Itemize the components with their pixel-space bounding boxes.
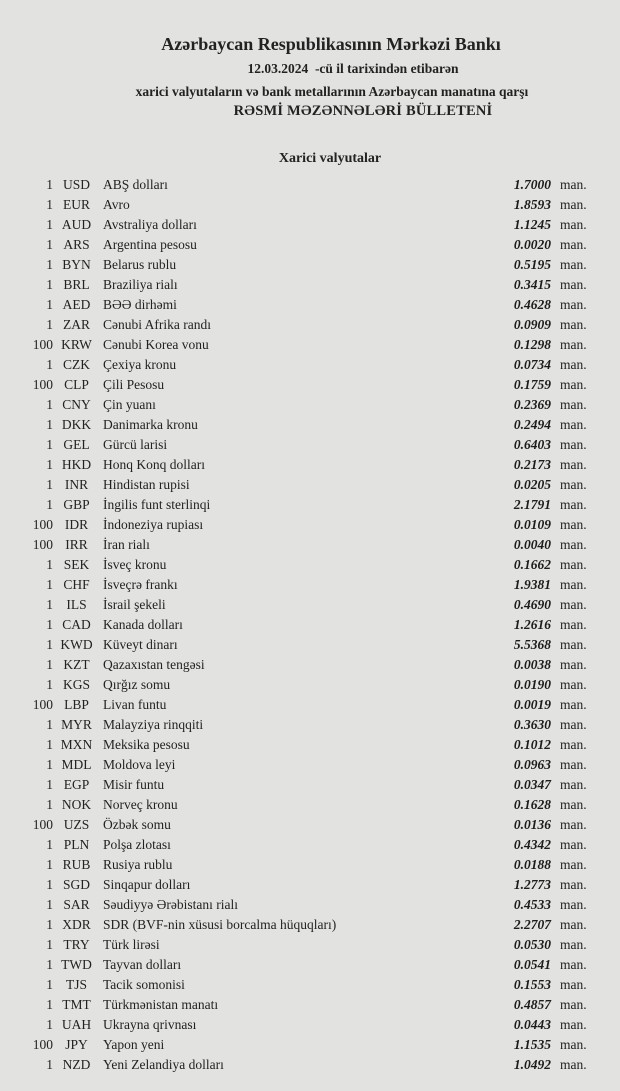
row-rate-value: 0.0188	[513, 857, 551, 872]
table-row	[0, 975, 620, 995]
row-rate-value: 0.5195	[513, 257, 551, 272]
row-rate-value: 0.0205	[513, 477, 551, 492]
row-currency-name: Çili Pesosu	[103, 377, 165, 392]
row-quantity: 1	[46, 797, 53, 812]
row-quantity: 100	[32, 697, 53, 712]
row-rate-value: 0.1012	[513, 737, 551, 752]
row-currency-name: SDR (BVF-nin xüsusi borcalma hüquqları)	[103, 917, 337, 932]
row-rate-value: 0.0530	[513, 937, 551, 952]
row-currency-code: ILS	[66, 597, 87, 612]
row-rate-value: 0.1662	[513, 557, 551, 572]
row-rate-value: 2.2707	[513, 917, 551, 932]
row-unit-label: man.	[560, 317, 587, 332]
row-unit-label: man.	[560, 757, 587, 772]
row-rate-value: 0.0040	[513, 537, 551, 552]
row-currency-code: NOK	[61, 797, 92, 812]
row-rate-value: 1.0492	[513, 1057, 551, 1072]
row-rate-value: 0.3415	[513, 277, 551, 292]
row-currency-name: Yeni Zelandiya dolları	[103, 1057, 224, 1072]
row-quantity: 1	[46, 477, 53, 492]
row-quantity: 1	[46, 717, 53, 732]
row-currency-name: Danimarka kronu	[103, 417, 198, 432]
row-currency-code: USD	[62, 177, 90, 192]
row-quantity: 100	[32, 517, 53, 532]
row-quantity: 1	[46, 657, 53, 672]
row-unit-label: man.	[560, 237, 587, 252]
row-unit-label: man.	[560, 177, 587, 192]
row-currency-name: İsveç kronu	[103, 557, 167, 572]
row-unit-label: man.	[560, 997, 587, 1012]
row-rate-value: 1.7000	[513, 177, 551, 192]
row-currency-code: ARS	[63, 237, 90, 252]
row-currency-name: Özbək somu	[103, 817, 171, 832]
row-rate-value: 0.0443	[513, 1017, 551, 1032]
row-currency-code: KGS	[62, 677, 90, 692]
row-currency-name: Rusiya rublu	[103, 857, 173, 872]
row-unit-label: man.	[560, 917, 587, 932]
row-unit-label: man.	[560, 777, 587, 792]
table-row	[0, 1055, 620, 1075]
row-currency-name: İndoneziya rupiası	[103, 517, 204, 532]
bulletin-title: RƏSMİ MƏZƏNNƏLƏRİ BÜLLETENİ	[233, 103, 493, 119]
row-currency-code: BYN	[62, 257, 91, 272]
row-currency-code: UAH	[61, 1017, 92, 1032]
row-quantity: 100	[32, 817, 53, 832]
row-unit-label: man.	[560, 1037, 587, 1052]
row-currency-name: Braziliya rialı	[103, 277, 178, 292]
table-row	[0, 475, 620, 495]
row-currency-name: Kanada dolları	[103, 617, 183, 632]
row-unit-label: man.	[560, 197, 587, 212]
table-row	[0, 515, 620, 535]
table-row	[0, 335, 620, 355]
row-currency-code: LBP	[64, 697, 89, 712]
row-quantity: 100	[32, 537, 53, 552]
row-currency-name: Livan funtu	[103, 697, 167, 712]
row-rate-value: 0.0020	[513, 237, 551, 252]
row-rate-value: 0.4342	[513, 837, 551, 852]
row-currency-code: RUB	[62, 857, 91, 872]
row-quantity: 1	[46, 457, 53, 472]
row-currency-code: MDL	[61, 757, 92, 772]
row-rate-value: 0.3630	[513, 717, 551, 732]
table-row	[0, 815, 620, 835]
row-unit-label: man.	[560, 1017, 587, 1032]
row-quantity: 100	[32, 377, 53, 392]
row-quantity: 1	[46, 837, 53, 852]
row-rate-value: 1.8593	[513, 197, 551, 212]
row-rate-value: 1.9381	[513, 577, 551, 592]
row-unit-label: man.	[560, 377, 587, 392]
table-row	[0, 995, 620, 1015]
table-row	[0, 915, 620, 935]
row-quantity: 1	[46, 357, 53, 372]
table-row	[0, 195, 620, 215]
row-rate-value: 0.0109	[513, 517, 551, 532]
row-currency-code: EGP	[63, 777, 90, 792]
row-currency-code: IRR	[65, 537, 88, 552]
row-unit-label: man.	[560, 657, 587, 672]
row-quantity: 1	[46, 277, 53, 292]
row-unit-label: man.	[560, 497, 587, 512]
row-currency-code: CHF	[63, 577, 90, 592]
row-currency-name: Qırğız somu	[103, 677, 171, 692]
row-rate-value: 1.1535	[513, 1037, 551, 1052]
row-rate-value: 0.6403	[513, 437, 551, 452]
row-rate-value: 0.0347	[513, 777, 551, 792]
row-currency-code: AED	[62, 297, 91, 312]
row-unit-label: man.	[560, 717, 587, 732]
row-rate-value: 0.4690	[513, 597, 551, 612]
row-currency-name: Qazaxıstan tengəsi	[103, 657, 205, 672]
table-row	[0, 235, 620, 255]
row-currency-name: Ukrayna qrivnası	[103, 1017, 197, 1032]
row-unit-label: man.	[560, 877, 587, 892]
row-rate-value: 0.0038	[513, 657, 551, 672]
row-currency-code: MXN	[60, 737, 93, 752]
table-row	[0, 455, 620, 475]
table-row	[0, 935, 620, 955]
row-currency-code: TRY	[63, 937, 90, 952]
row-unit-label: man.	[560, 897, 587, 912]
row-rate-value: 1.2616	[513, 617, 551, 632]
row-currency-code: DKK	[61, 417, 92, 432]
row-currency-code: AUD	[61, 217, 92, 232]
row-rate-value: 0.0909	[513, 317, 551, 332]
row-currency-code: ZAR	[63, 317, 90, 332]
row-currency-name: Tayvan dolları	[103, 957, 182, 972]
row-quantity: 1	[46, 577, 53, 592]
table-row	[0, 175, 620, 195]
row-currency-code: CAD	[62, 617, 91, 632]
table-row	[0, 855, 620, 875]
table-row	[0, 735, 620, 755]
row-currency-code: TWD	[61, 957, 92, 972]
exchange-rates-table	[0, 175, 620, 1075]
row-currency-code: SGD	[62, 877, 90, 892]
row-unit-label: man.	[560, 417, 587, 432]
row-currency-name: Norveç kronu	[103, 797, 178, 812]
row-quantity: 1	[46, 977, 53, 992]
row-quantity: 1	[46, 197, 53, 212]
row-currency-code: MYR	[61, 717, 92, 732]
row-currency-name: Hindistan rupisi	[103, 477, 190, 492]
row-currency-name: İran rialı	[103, 537, 150, 552]
row-currency-name: Cənubi Korea vonu	[103, 337, 209, 352]
row-currency-name: Çexiya kronu	[103, 357, 177, 372]
table-row	[0, 695, 620, 715]
row-currency-name: Türk lirəsi	[103, 937, 160, 952]
row-currency-code: KRW	[61, 337, 92, 352]
row-currency-code: TMT	[62, 997, 91, 1012]
row-quantity: 1	[46, 957, 53, 972]
row-quantity: 1	[46, 777, 53, 792]
row-unit-label: man.	[560, 437, 587, 452]
row-currency-code: SAR	[63, 897, 90, 912]
row-quantity: 1	[46, 597, 53, 612]
row-currency-code: NZD	[62, 1057, 91, 1072]
row-unit-label: man.	[560, 577, 587, 592]
table-row	[0, 395, 620, 415]
row-unit-label: man.	[560, 537, 587, 552]
row-quantity: 1	[46, 1057, 53, 1072]
row-unit-label: man.	[560, 517, 587, 532]
row-quantity: 1	[46, 417, 53, 432]
row-currency-name: Cənubi Afrika randı	[103, 317, 211, 332]
row-currency-name: Belarus rublu	[103, 257, 177, 272]
row-rate-value: 1.2773	[513, 877, 551, 892]
row-quantity: 1	[46, 857, 53, 872]
table-row	[0, 355, 620, 375]
row-currency-code: GBP	[63, 497, 90, 512]
bulletin-subtitle: xarici valyutaların və bank metallarının Azərbaycan manatına qarşı	[135, 84, 529, 99]
row-quantity: 1	[46, 257, 53, 272]
bank-name-title: Azərbaycan Respublikasının Mərkəzi Bankı	[161, 34, 501, 54]
row-currency-name: Honq Konq dolları	[103, 457, 205, 472]
table-row	[0, 715, 620, 735]
row-unit-label: man.	[560, 837, 587, 852]
row-rate-value: 0.1628	[513, 797, 551, 812]
row-quantity: 1	[46, 917, 53, 932]
row-quantity: 1	[46, 637, 53, 652]
row-currency-name: Çin yuanı	[103, 397, 156, 412]
row-quantity: 100	[32, 1037, 53, 1052]
row-currency-name: Meksika pesosu	[103, 737, 190, 752]
row-quantity: 1	[46, 557, 53, 572]
row-quantity: 1	[46, 617, 53, 632]
table-row	[0, 1015, 620, 1035]
table-row	[0, 535, 620, 555]
row-currency-name: Yapon yeni	[103, 1037, 165, 1052]
row-currency-code: HKD	[61, 457, 92, 472]
row-unit-label: man.	[560, 737, 587, 752]
table-row	[0, 835, 620, 855]
row-quantity: 1	[46, 497, 53, 512]
row-currency-name: Tacik somonisi	[103, 977, 185, 992]
table-row	[0, 655, 620, 675]
table-row	[0, 255, 620, 275]
row-currency-code: CNY	[62, 397, 91, 412]
row-rate-value: 0.4533	[513, 897, 551, 912]
table-row	[0, 215, 620, 235]
row-currency-name: Malayziya rinqqiti	[103, 717, 204, 732]
table-row	[0, 275, 620, 295]
row-currency-code: CZK	[63, 357, 90, 372]
row-quantity: 1	[46, 177, 53, 192]
row-quantity: 1	[46, 877, 53, 892]
row-quantity: 1	[46, 317, 53, 332]
row-rate-value: 0.1553	[513, 977, 551, 992]
row-rate-value: 5.5368	[513, 637, 551, 652]
table-row	[0, 495, 620, 515]
row-quantity: 1	[46, 237, 53, 252]
table-row	[0, 875, 620, 895]
table-row	[0, 675, 620, 695]
row-rate-value: 0.1298	[513, 337, 551, 352]
row-currency-code: BRL	[63, 277, 90, 292]
row-currency-code: UZS	[63, 817, 90, 832]
row-currency-code: PLN	[63, 837, 90, 852]
row-unit-label: man.	[560, 297, 587, 312]
row-currency-name: İngilis funt sterlinqi	[103, 497, 211, 512]
row-currency-name: ABŞ dolları	[103, 177, 168, 192]
row-currency-code: IDR	[64, 517, 89, 532]
row-unit-label: man.	[560, 597, 587, 612]
row-currency-code: TJS	[65, 977, 87, 992]
row-rate-value: 0.0190	[513, 677, 551, 692]
row-unit-label: man.	[560, 797, 587, 812]
row-quantity: 1	[46, 397, 53, 412]
row-rate-value: 0.2494	[513, 417, 551, 432]
table-row	[0, 1035, 620, 1055]
row-unit-label: man.	[560, 397, 587, 412]
row-quantity: 100	[32, 337, 53, 352]
row-currency-code: JPY	[65, 1037, 88, 1052]
row-currency-code: XDR	[62, 917, 91, 932]
row-unit-label: man.	[560, 817, 587, 832]
row-currency-name: Səudiyyə Ərəbistanı rialı	[103, 897, 238, 912]
table-row	[0, 575, 620, 595]
row-rate-value: 0.4857	[513, 997, 551, 1012]
table-row	[0, 895, 620, 915]
row-unit-label: man.	[560, 957, 587, 972]
row-quantity: 1	[46, 437, 53, 452]
row-rate-value: 0.0734	[513, 357, 551, 372]
row-quantity: 1	[46, 897, 53, 912]
row-unit-label: man.	[560, 1057, 587, 1072]
row-unit-label: man.	[560, 457, 587, 472]
row-quantity: 1	[46, 1017, 53, 1032]
row-currency-name: Misir funtu	[103, 777, 165, 792]
table-row	[0, 315, 620, 335]
table-row	[0, 435, 620, 455]
table-row	[0, 295, 620, 315]
row-currency-name: Türkmənistan manatı	[103, 997, 219, 1012]
row-currency-name: İsveçrə frankı	[103, 577, 178, 592]
row-unit-label: man.	[560, 637, 587, 652]
row-quantity: 1	[46, 737, 53, 752]
row-rate-value: 0.0541	[513, 957, 551, 972]
row-currency-code: CLP	[64, 377, 89, 392]
row-rate-value: 0.1759	[513, 377, 551, 392]
row-unit-label: man.	[560, 677, 587, 692]
row-unit-label: man.	[560, 977, 587, 992]
section-title-foreign-currencies: Xarici valyutalar	[278, 151, 382, 166]
row-quantity: 1	[46, 677, 53, 692]
effective-date-line: 12.03.2024 -cü il tarixindən etibarən	[247, 61, 459, 76]
row-rate-value: 2.1791	[513, 497, 551, 512]
row-currency-code: SEK	[63, 557, 90, 572]
row-currency-code: INR	[64, 477, 89, 492]
table-row	[0, 615, 620, 635]
row-currency-code: KWD	[60, 637, 93, 652]
row-currency-name: Argentina pesosu	[103, 237, 197, 252]
row-unit-label: man.	[560, 937, 587, 952]
table-row	[0, 955, 620, 975]
row-quantity: 1	[46, 297, 53, 312]
row-unit-label: man.	[560, 277, 587, 292]
row-currency-name: Sinqapur dolları	[103, 877, 191, 892]
row-currency-name: Avstraliya dolları	[103, 217, 197, 232]
row-currency-name: Küveyt dinarı	[103, 637, 178, 652]
row-currency-name: Avro	[103, 197, 130, 212]
row-currency-code: GEL	[63, 437, 90, 452]
row-unit-label: man.	[560, 557, 587, 572]
row-currency-name: Polşa zlotası	[103, 837, 171, 852]
row-quantity: 1	[46, 937, 53, 952]
table-row	[0, 775, 620, 795]
row-unit-label: man.	[560, 257, 587, 272]
row-currency-code: EUR	[63, 197, 90, 212]
table-row	[0, 415, 620, 435]
table-row	[0, 755, 620, 775]
table-row	[0, 555, 620, 575]
row-quantity: 1	[46, 997, 53, 1012]
row-unit-label: man.	[560, 697, 587, 712]
table-row	[0, 375, 620, 395]
table-row	[0, 595, 620, 615]
row-unit-label: man.	[560, 477, 587, 492]
row-unit-label: man.	[560, 337, 587, 352]
row-currency-name: BƏƏ dirhəmi	[103, 297, 177, 312]
row-rate-value: 0.0019	[513, 697, 551, 712]
row-currency-name: Moldova leyi	[103, 757, 176, 772]
row-unit-label: man.	[560, 357, 587, 372]
row-rate-value: 0.0136	[513, 817, 551, 832]
row-rate-value: 0.0963	[513, 757, 551, 772]
row-unit-label: man.	[560, 617, 587, 632]
row-currency-code: KZT	[63, 657, 90, 672]
row-quantity: 1	[46, 757, 53, 772]
table-row	[0, 635, 620, 655]
row-quantity: 1	[46, 217, 53, 232]
row-rate-value: 0.2173	[513, 457, 551, 472]
row-currency-name: İsrail şekeli	[103, 597, 166, 612]
row-unit-label: man.	[560, 857, 587, 872]
row-unit-label: man.	[560, 217, 587, 232]
row-rate-value: 1.1245	[513, 217, 551, 232]
row-currency-name: Gürcü larisi	[103, 437, 168, 452]
row-rate-value: 0.2369	[513, 397, 551, 412]
row-rate-value: 0.4628	[513, 297, 551, 312]
table-row	[0, 795, 620, 815]
